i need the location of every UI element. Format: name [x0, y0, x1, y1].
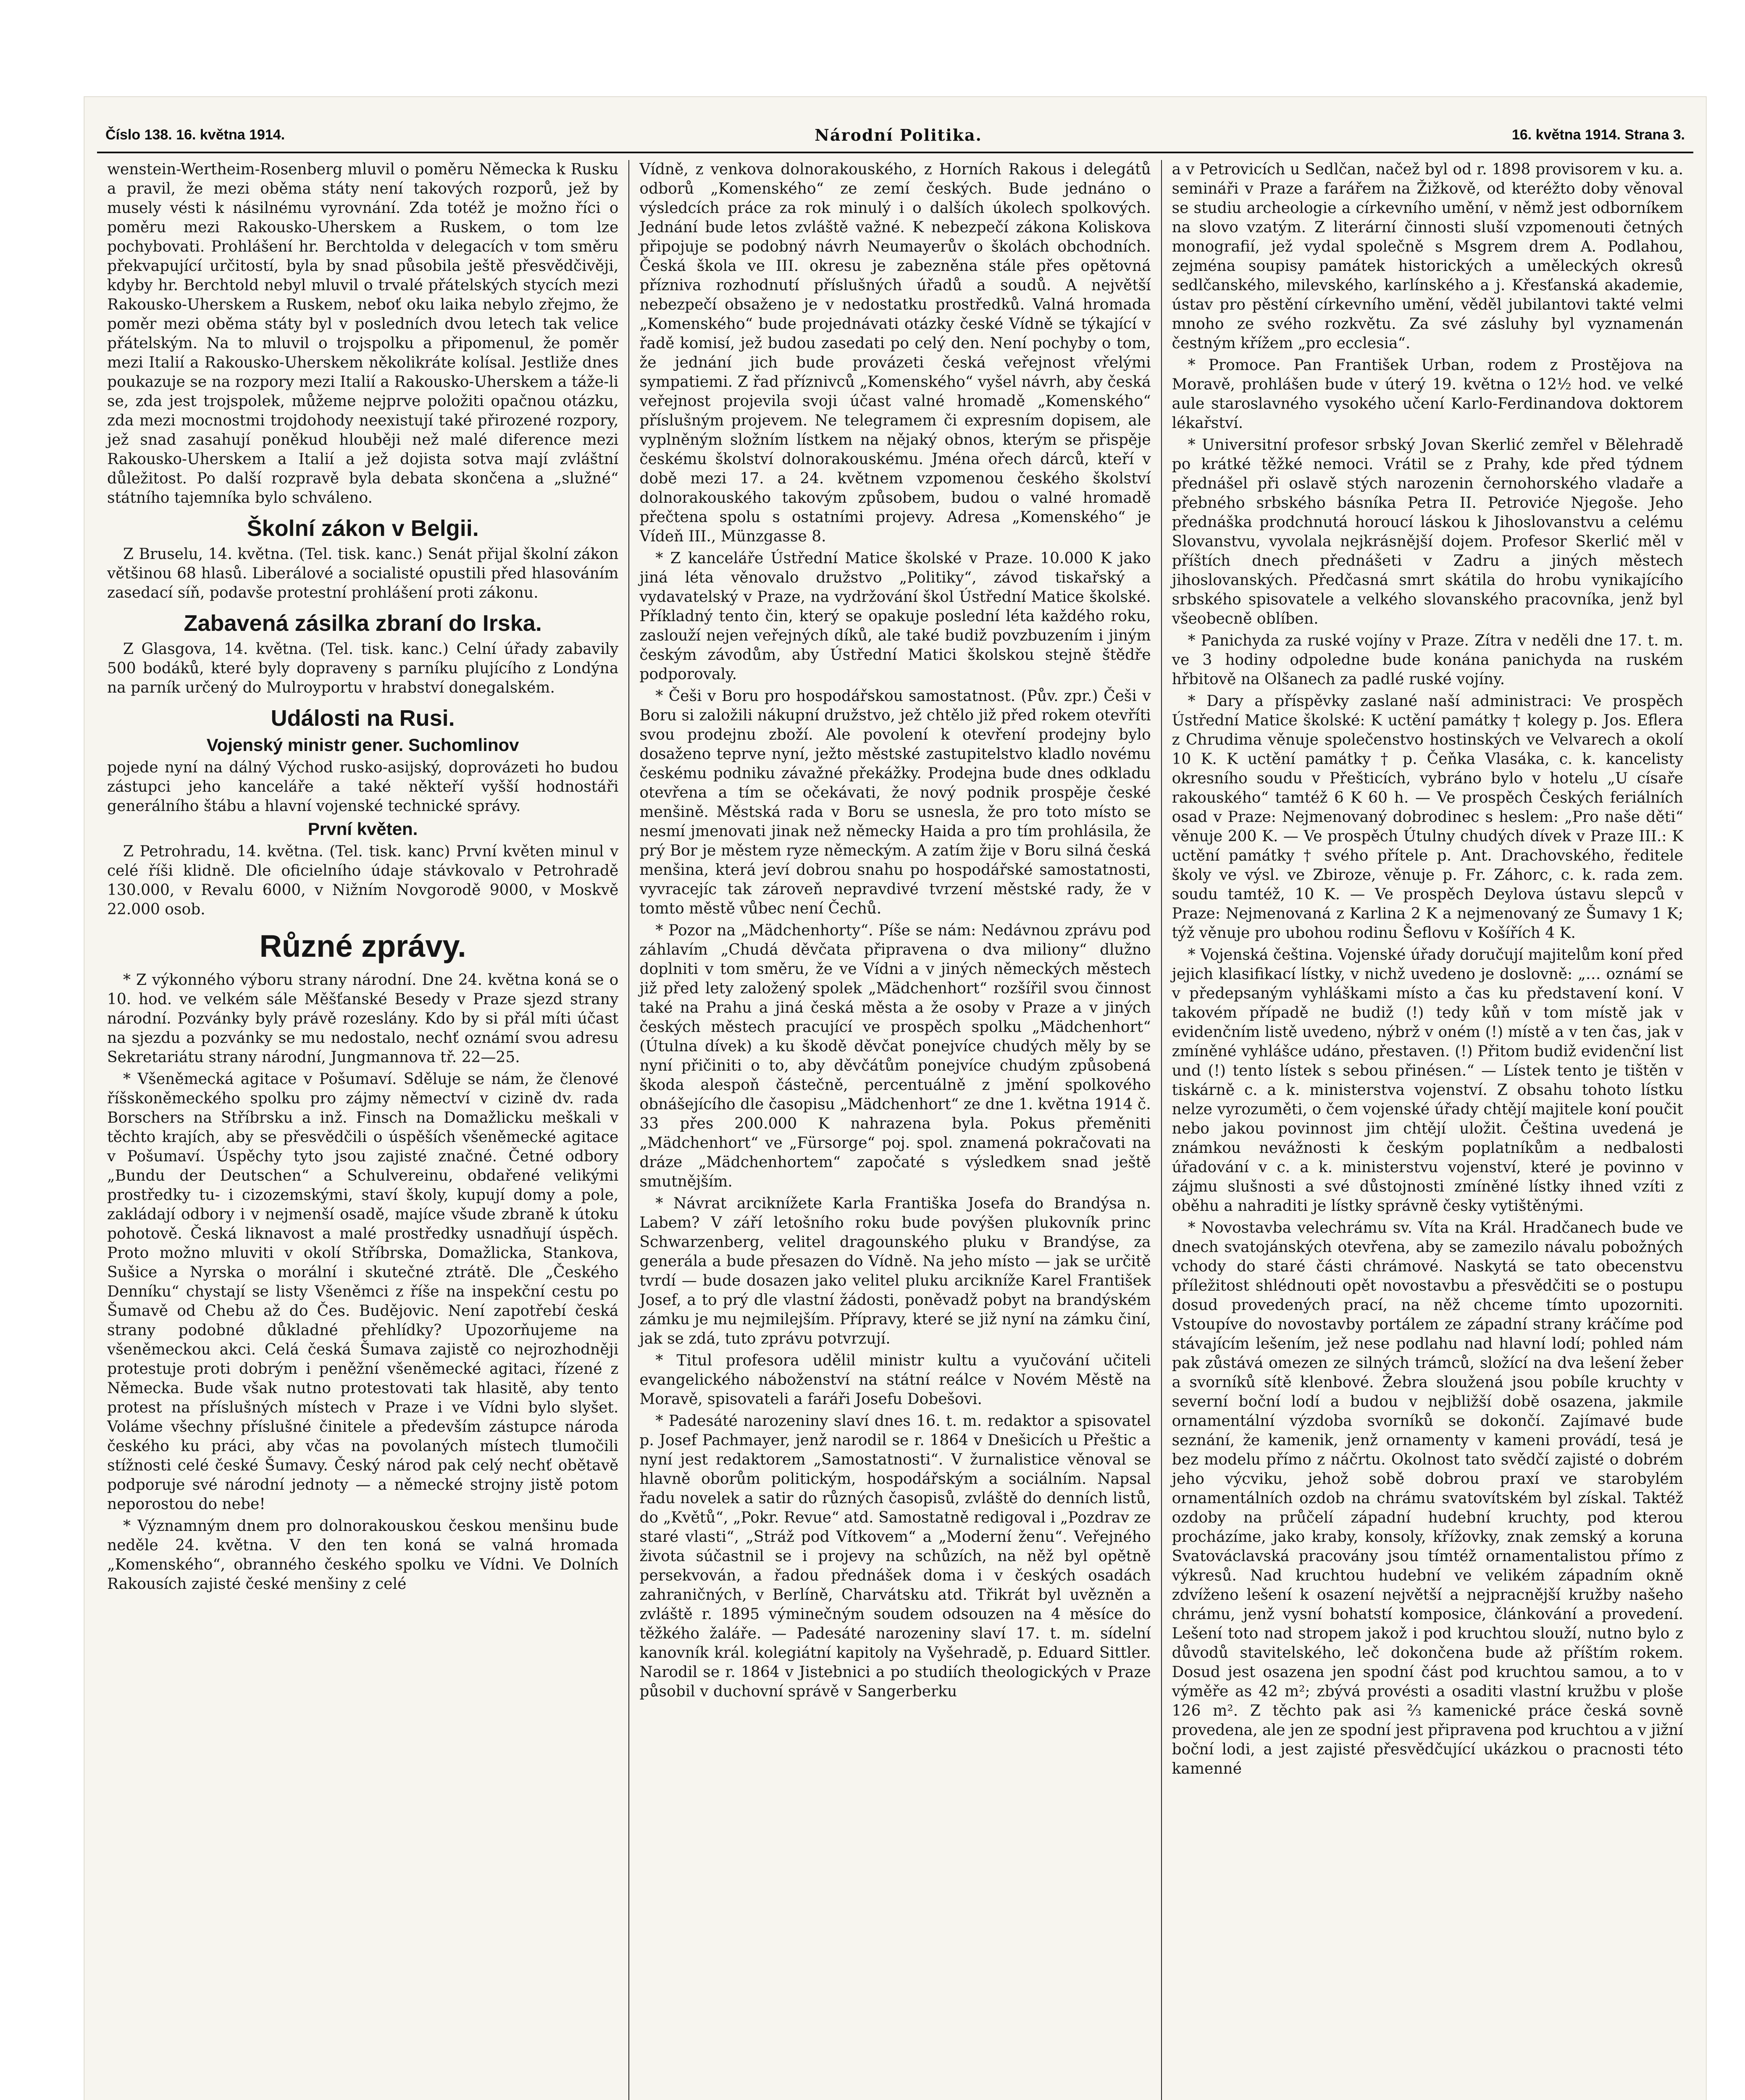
subhead-kveten: První květen.	[307, 819, 418, 839]
article-vybor: * Z výkonného výboru strany národní. Dne 24. května koná se o 10. hod. ve velkém sále Měšťanské Besedy v Praze sjezd strany národní. Pozvánky byly právě rozeslány. Kdo by si přál míti účast na sjezdu a pozvánky se mu nedostalo, nechť oznámí svou adresu Sekretariátu strany národní, Jungmannova tř. 22—25.	[107, 971, 619, 1066]
article-pachmayer: * Padesáté narozeniny slaví dnes 16. t. m. redaktor a spisovatel p. Josef Pachmayer, jenž narodil se r. 1864 v Dnešicích u Přeštic a nyní jest redaktorem „Samostatnosti“. V žurnalistice věnoval se hlavně oborům politickým, hospodářským a sociálním. Napsal řadu novelek a satir do různých časopisů, zvláště do denních listů, do „Květů“, „Pokr. Revue“ atd. Samostatně redigoval i „Pozdrav ze staré vlasti“, „Stráž pod Vítkovem“ a „Moderní ženu“. Veřejného života súčastnil se i projevy na schůzích, na něž byl opětně persekvován, a řadou přednášek doma i v českých osadách zahraničných, v Berlíně, Charvátsku atd. Třikrát byl uvězněn a zvláště r. 1895 výminečným soudem odsouzen na 4 měsíce do těžkého žaláře. — Padesáté narozeniny slaví 17. t. m. sídelní kanovník král. kolegiátní kapitoly na Vyšehradě, p. Eduard Sittler. Narodil se r. 1864 v Jistebnici a po studiích theologických v Praze působil v duchovní správě v Sangerberku	[639, 1412, 1151, 1700]
subhead-minister: Vojenský ministr gener. Suchomlinov	[206, 735, 519, 755]
article-belgie: Z Bruselu, 14. května. (Tel. tisk. kanc.) Senát přijal školní zákon většinou 68 hlasů. Liberálové a socialisté opustili před hlasováním zasedací síň, podavše protestní prohlášení proti zákonu.	[107, 546, 619, 601]
article-matice: * Z kanceláře Ústřední Matice školské v Praze. 10.000 K jako jiná léta věnovalo družstvo „Politiky“, závod tiskařský a vydavatelský v Praze, na vydržování škol Ústřední Matice školské. Příkladný tento čin, který se opakuje poslední léta každého roku, zaslouží nejen veřejných díků, ale také budiž povzbuzením i jiným českým závodům, aby Ústřední Matici školskou stejně štědře podporovaly.	[639, 550, 1151, 683]
headline-irsko: Zabavená zásilka zbraní do Irska.	[184, 611, 542, 636]
article-svaty-vit: * Novostavba velechrámu sv. Víta na Král. Hradčanech bude ve dnech svatojánských otevřena, aby se zamezilo návalu pobožných vchody do staré části chrámové. Naskytá se tato obecenstvu příležitost shlédnouti opět novostavbu a přesvědčiti se o postupu dosud provedených prací, na něž chceme tímto upozorniti. Vstoupíve do novostavby portálem ze západní strany kráčíme pod stávajícím lešením, jež nese podlahu nad hlavní lodí; pohled nám pak zůstává omezen ze silných trámců, složící na dva lešení žeber a svorníků sítě klenbové. Žebra sloužená jsou pobíle kruchty v severní boční lodí a budou v nejbližší době osazena, jakmile ornamentální výzdoba svorníků se dokončí. Zajímavé bude seznání, že kamenik, jenž ornamenty v kameni provádí, tesá je bez modelu přímo z náčrtu. Okolnost tato svědčí zajisté o dobrém jeho výcviku, jehož sobě dobrou praxí ve starobylém ornamentálních ozdob na chrámu svatovítském byl získal. Taktéž ozdoby na průčelí západní hudební kruchty, pod kterou procházíme, jako kraby, konsoly, křížovky, znak zemský a koruna Svatováclavská pracovány jsou tímtéž ornamentalistou přímo z výkresů. Nad kruchtou hudební ve velikém západním okně zdvíženo lešení k osazení největší a nejpracnější kružby našeho chrámu, jenž vysní bohatstí komposice, článkování a provedení. Lešení toto nad stropem jakož i pod kruchtou slouží, nutno bylo z důvodů stavitelského, leč dokončena bude až příštím rokem. Dosud jest osazena jen spodní část pod kruchtou samou, a to v výměře as 42 m²; zbývá provésti a osaditi vlastní kružbu v ploše 126 m². Z těchto pak asi ⅔ kamenické práce česká sovně provedena, ale jen ze spodní jest připravena pod kruchtou a v jižní boční lodi, a jest zajisté přesvědčující ukázkou o pracnosti této kamenné	[1172, 1219, 1683, 1777]
column-2	[629, 160, 1162, 2100]
article-bor: * Češi v Boru pro hospodářskou samostatnost. (Pův. zpr.) Češi v Boru si založili nákupní družstvo, jež chtělo již před rokem otevříti svou prodejnu zboží. Ale povolení k otevření prodejny bylo dosaženo teprve nyní, ježto městské zastupitelstvo kladlo novému českému podniku závažné překážky. Prodejna bude dnes odkladu otevřena a tím se očekávati, že nový podnik prospěje české menšině. Městská rada v Boru se usnesla, že pro toto místo se nesmí jmenovati jinak než německy Haida a pro tím prohlásila, že prý Bor je městem ryze německým. A zatím žije v Boru silná česká menšina, která jeví dobrou snahu po hospodářské samostatnosti, vyvracejíc tak zároveň nepravdivé tvrzení městské rady, že v tomto městě vůbec není Čechů.	[639, 688, 1151, 917]
article-continuation: wenstein-Wertheim-Rosenberg mluvil o poměru Německa k Rusku a pravil, že mezi oběma státy není takových rozporů, jež by musely vésti k násilnému vyrovnání. Zda totéž je možno říci o poměru mezi Rakousko-Uherskem a Ruskem, o tom lze pochybovati. Prohlášení hr. Berchtolda v delegacích v tom směru překvapující určitostí, byla by snad působila ještě přesvědčivěji, kdyby hr. Berchtold nebyl mluvil o trvalé přátelských stycích mezi Rakousko-Uherskem a Ruskem, neboť oku laika nebylo zřejmo, že poměr mezi oběma státy byl v posledních dvou letech tak velice přátelským. Na to mluvil o trojspolku a připomenul, že poměr mezi Italií a Rakousko-Uherskem několikráte kolísal. Jestliže dnes poukazuje se na rozpory mezi Italií a Rakousko-Uherskem a táže-li se, zda jest trojspolek, můžeme nejprve položiti opačnou otázku, zda mezi mocnostmi trojdohody neexistují také přirozené rozpory, jež snad zasahují poněkud hlouběji než malé diference mezi Rakousko-Uherskem a Italií a jež dojista sotva mají zvláštní důležitost. Po další rozpravě byla debata skončena a „služné“ státního tajemníka bylo schváleno.	[107, 161, 619, 507]
masthead-rule	[97, 152, 1693, 153]
article-arcikniz: * Návrat arciknížete Karla Františka Josefa do Brandýsa n. Labem? V září letošního roku bude povýšen plukovník princ Schwarzenberg, velitel dragounského pluku v Brandýse, za generála a bude přesazen do Vídně. Na jeho místo — jak se určitě tvrdí — bude dosazen jako velitel pluku arcikníže Karel František Josef, a to prý dle vlastní žádosti, poněvadž pobyt na brandýském zámku je mu nejmilejším. Přípravy, které se již nyní na zámku činí, jak se zdá, tuto zprávu potvrzují.	[639, 1195, 1151, 1347]
column-1	[97, 160, 629, 2100]
article-skerlic: * Universitní profesor srbský Jovan Skerlić zemřel v Bělehradě po krátké těžké nemoci. Vrátil se z Prahy, kde před týdnem přednášel při oslavě stých narozenin černohorského vladaře a přebného srbského básníka Petra II. Petroviće Njegoše. Jeho přednáška prodchnutá horoucí láskou k Jihoslovanstvu a celému Slovanstvu, vyvolala nejkrásnější dojem. Profesor Skerlić měl v příštích dnech přednášeti v Zadru a jiných městech jihoslovanských. Předčasná smrt skátila do hrobu vynikajícího srbského spisovatele a velkého slovanského pracovníka, jenž byl všeobecně oblíben.	[1172, 436, 1683, 627]
article-kveten: Z Petrohradu, 14. května. (Tel. tisk. kanc) První květen minul v celé říši klidně. Dle oficielního údaje stávkovalo v Petrohradě 130.000, v Revalu 6000, v Nižním Novgorodě 9000, v Moskvě 22.000 osob.	[107, 843, 619, 918]
article-komensky: * Významným dnem pro dolnorakouskou českou menšinu bude neděle 24. května. V den ten koná se valná hromada „Komenského“, obranného českého spolku ve Vídni. Ve Dolních Rakousích zajisté české menšiny z celé	[107, 1517, 619, 1593]
article-promoce: * Promoce. Pan František Urban, rodem z Prostějova na Moravě, prohlášen bude v úterý 19. května o 12½ hod. ve velké aule staroslavného vysokého učení Karlo-Ferdinandova doktorem lékařství.	[1172, 357, 1683, 432]
headline-ruzne-zpravy: Různé zprávy.	[259, 929, 466, 963]
article-minister: pojede nyní na dálný Východ rusko-asijský, doprovázeti ho budou zástupci jeho kanceláře a také někteří vyšší hodnostáři generálního štábu a hlavní vojenské technické správy.	[107, 759, 619, 815]
article-madchenhort: * Pozor na „Mädchenhorty“. Píše se nám: Nedávnou zprávu pod záhlavím „Chudá děvčata připravena o dva miliony“ dlužno doplniti v tom směru, že ve Vídni a v jiných německých městech již před lety založený spolek „Mädchenhort“ rozšířil svou činnost také na Prahu a jiná česká města a že osoby v Praze a v jiných českých městech pracující ve prospěch spolku „Mädchenhort“ (Útulna dívek) a ku škodě děvčat ponejvíce chudých měly by se nyní přičiniti o to, aby děvčátům ponejvíce chudým způsobená škoda alespoň částečně, percentuálně z jmění spolkového obnášejícího dle časopisu „Mädchenhort“ ze dne 1. května 1914 č. 33 přes 200.000 K nahrazena byla. Pokus přeměniti „Mädchenhort“ ve „Fürsorge“ poj. spol. znamená pokračovati na dráze „Mädchenhortem“ započaté s výsledkem snad ještě smutnějším.	[639, 922, 1151, 1190]
masthead	[84, 122, 1706, 147]
columns	[97, 160, 1693, 2100]
article-sittler-cont: a v Petrovicích u Sedlčan, načež byl od r. 1898 provisorem v ku. a. semináři v Praze a farářem na Žižkově, od kteréžto doby věnoval se studiu archeologie a církevního umění, v němž jest odborníkem na slovo vzatým. Z literární činnosti sluší vzpomenouti četných monografií, jež vydal společně s Msgrem drem A. Podlahou, zejména soupisy památek historických a uměleckých okresů sedlčanského, milevského, karlínského a j. Křesťanská akademie, ústav pro pěstění církevního umění, věděl jubilantovi takté velmi mnoho ze svého rozkvětu. Za své zásluhy byl vyznamenán čestným křížem „pro ecclesia“.	[1172, 161, 1683, 352]
newspaper-page	[84, 97, 1706, 2100]
article-panichyda: * Panichyda za ruské vojíny v Praze. Zítra v neděli dne 17. t. m. ve 3 hodiny odpoledne bude konána panichyda na ruském hřbitově na Olšanech za padlé ruské vojíny.	[1172, 632, 1683, 688]
paper-title: Národní Politika.	[815, 125, 982, 144]
date-page: 16. května 1914. Strana 3.	[1511, 126, 1685, 143]
article-profesor: * Titul profesora udělil ministr kultu a vyučování učiteli evangelického náboženství na státní reálce v Novém Městě na Moravě, spisovateli a faráři Josefu Dobešovi.	[639, 1352, 1151, 1408]
article-irsko: Z Glasgova, 14. května. (Tel. tisk. kanc.) Celní úřady zabavily 500 bodáků, které byly dopraveny s parníku plujícího z Londýna na parník určený do Mulroyportu v hrabství donegalském.	[107, 640, 619, 696]
article-dary: * Dary a příspěvky zaslané naší administraci: Ve prospěch Ústřední Matice školské: K uctění památky † kolegy p. Jos. Eflera z Chrudima věnuje společenstvo hostinských ve Velvarech a okolí 10 K. K uctění památky † p. Čeňka Vlasáka, c. k. kancelisty okresního soudu v Přešticích, vybráno bylo v hotelu „U císaře rakouského“ tamtéž 6 K 60 h. — Ve prospěch Českých feriálních osad v Praze: Nejmenovaný dobrodinec s heslem: „Pro naše děti“ věnuje 200 K. — Ve prospěch Útulny chudých dívek v Praze III.: K uctění památky † svého přítele p. Ant. Drachovského, ředitele školy ve výsl. ve Zbiroze, věnuje p. Fr. Záhorc, c. k. rada zem. soudu tamtéž, 10 K. — Ve prospěch Deylova ústavu slepců v Praze: Nejmenovaná z Karlina 2 K a nejmenovaný ze Šumavy 1 K; týž věnuje pro ubohou rodinu Šeflovu v Košířích 4 K.	[1172, 693, 1683, 942]
headline-belgie: Školní zákon v Belgii.	[247, 516, 479, 541]
article-agitace: * Všeněmecká agitace v Pošumaví. Sděluje se nám, že členové říšskoněmeckého spolku pro zájmy němectví v cizině dv. rada Borschers na Stříbrsku a inž. Finsch na Domažlicku meškali v těchto krajích, aby se přesvědčili o úspěších všeněmecké agitace v Pošumaví. Úspěchy tyto jsou zajisté značné. Četné odbory „Bundu der Deutschen“ a Schulvereinu, obdařené velikými prostředky tu- i cizozemskými, staví školy, kupují domy a pole, zakládají odbory i v nejmenší osadě, majíce všude zbraně k útoku pohotově. Česká liknavost a malé prostředky usnadňují úspěch. Proto možno mluviti v okolí Stříbrska, Domažlicka, Stankova, Sušice a Nyrska o morální i skutečné ztrátě. Dle „Českého Denníku“ chystají se listy Všeněmci z říše na inspekční cestu po Šumavě od Chebu až do Čes. Budějovic. Není zapotřebí česká strany podobné důkladné přehlídky? Upozorňujeme na všeněmeckou akci. Celá česká Šumava zajistě co nejrozhodněji protestuje proti dobrým i peněžní všeněmecké agitaci, řízené z Německa. Bude však nutno protestovati tak hlasitě, aby tento protest na příslušných místech v Praze i ve Vídni bylo slyšet. Voláme všechny příslušné činitele a především zástupce národa českého ku práci, aby včas na povolaných místech tlumočili stížnosti celé české Šumavy. Český národ pak celý nechť obětavě podporuje své národní jednoty — a německé strojny jistě potom neporostou do nebe!	[107, 1071, 619, 1513]
article-komensky-cont: Vídně, z venkova dolnorakouského, z Horních Rakous i delegátů odborů „Komenského“ ze zemí českých. Bude jednáno o výsledcích práce za rok minulý i o dalších úkolech spolkových. Jednání bude letos zvláště važné. K nebezpečí zákona Koliskova připojuje se podobný návrh Neumayerův o školách obchodních. Česká škola ve III. okresu je zabezněna stále přes opětovná přízniva rozhodnutí příslušných úřadů a soudů. A největší nebezpečí obsaženo je v nedostatku prostředků. Valná hromada „Komenského“ bude projednávati otázky české Vídně se týkající v řadě komisí, jež budou zasedati po celý den. Není pochyby o tom, že jednání jich bude provázeti česká veřejnost vřelými sympatiemi. Z řad příznivců „Komenského“ vyšel návrh, aby česká veřejnost projevila svoji účast valné hromadě „Komenského“ příslušným projevem. Ne telegramem či expresním dopisem, ale vyplněným složním lístkem na nějaký obnos, kterým se přispěje českému školství dolnorakouskému. Jména ořech dárců, kteří v době mezi 17. a 24. květnem vzpomenou českého školství dolnorakouského takovým způsobem, budou o valné hromadě přečtena spolu s ostatními projevy. Adresa „Komenského“ je Vídeň III., Münzgasse 8.	[639, 161, 1151, 545]
headline-rusi: Události na Rusi.	[271, 706, 455, 731]
column-3	[1162, 160, 1693, 2100]
issue-number: Číslo 138. 16. května 1914.	[105, 126, 285, 143]
article-vojenska-cestina: * Vojenská čeština. Vojenské úřady doručují majitelům koní před jejich klasifikací lístky, v nichž uvedeno je doslovně: „… oznámí se v předepsaným vyhláškami místo a čas ku představení koní. V takovém případě ne budiž (!) tedy kůň v tom místě jak v evidenčním listě uvedeno, nýbrž v oném (!) místě a v ten čas, jak v zmíněné vyhlášce udáno, přestaven. (!) Přitom budiž evidenční list und (!) tento lístek s sebou přinésen.“ — Lístek tento je tištěn v tiskárně c. a k. ministerstva vojenství. Z obsahu tohoto lístku nelze vyrozuměti, o čem vojenské úřady chtějí majitele koní poučit nebo jakou povinnost jim chtějí uložit. Čeština uvedená je známkou nevážnosti k českým poplatníkům a nedbalosti úřadování v c. a k. ministerstvu vojenství, které je povinno v zájmu slušnosti a své důstojnosti zmíněné lístky ihned vzíti z oběhu a nahraditi je lístky správně česky vytištěnými.	[1172, 946, 1683, 1215]
